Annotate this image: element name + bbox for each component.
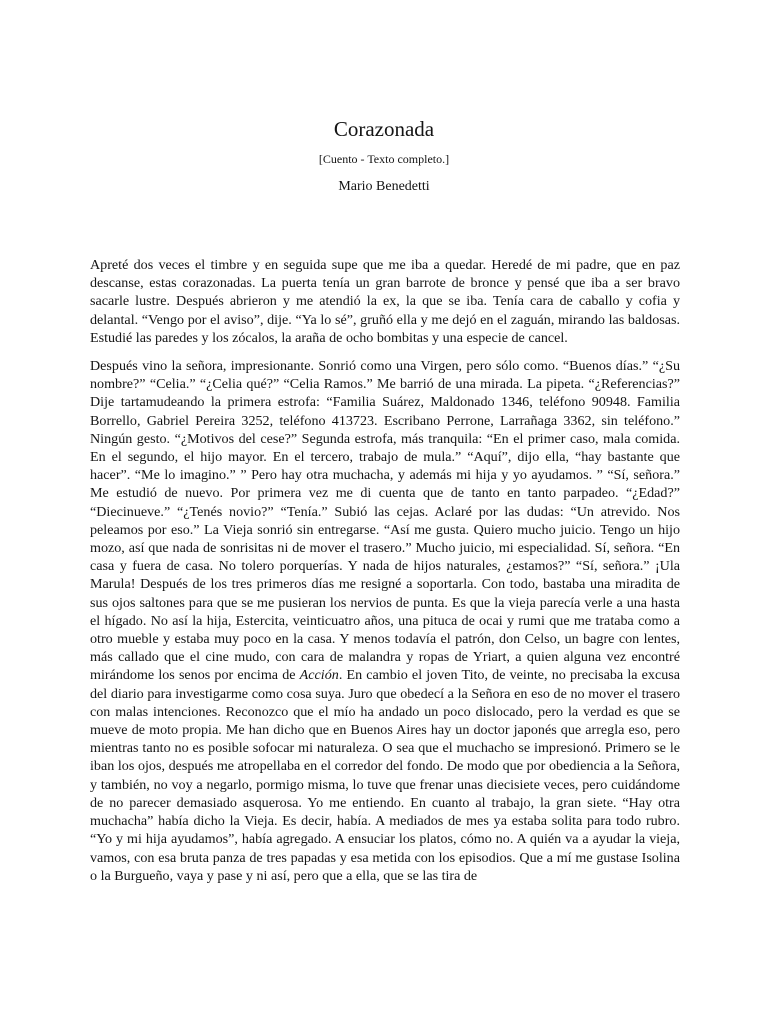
paragraph-2-part2: . En cambio el joven Tito, de veinte, no precisaba la excusa del diario para investigarme como cosa suya. Juro que obedecí a la Señora en eso de no mover el trasero con malas intenciones. Reconozco que el mío ha andado un poco dislocado, pero la verdad es que se mueve de moto propia. Me han dicho que en Buenos Aires hay un doctor japonés que arregla eso, pero mientras tanto no es posible sofocar mi naturaleza. O sea que el muchacho se impresionó. Primero se le iban los ojos, después me atropellaba en el corredor del fondo. De modo que por obediencia a la Señora, y también, no voy a negarlo, pormigo misma, lo tuve que frenar unas diecisiete veces, pero cuidándome de no parecer demasiado asquerosa. Yo me entiendo. En cuanto al trabajo, la gran siete. “Hay otra muchacha” había dicho la Vieja. Es decir, había. A mediados de mes ya estaba solita para todo rubro. “Yo y mi hija ayudamos”, había agregado. A ensuciar los platos, cómo no. A quién va a ayudar la vieja, vamos, con esa bruta panza de tres papadas y esa metida con los episodios. Que a mí me gustase Isolina o la Burgueño, vaya y pase y ni así, pero que a ella, que se las tira de [90,667,680,884]
story-body [90,256,680,895]
paragraph-2 [90,357,680,885]
document-author: Mario Benedetti [338,179,430,194]
paragraph-2-part1: Después vino la señora, impresionante. Sonrió como una Virgen, pero sólo como. “Buenos días.” “¿Su nombre?” “Celia.” “¿Celia qué?” “Celia Ramos.” Me barrió de una mirada. La pipeta. “¿Referencias?” Dije tartamudeando la primera estrofa: “Familia Suárez, Maldonado 1346, teléfono 90948. Familia Borrello, Gabriel Pereira 3252, teléfono 413723. Escribano Perrone, Larrañaga 3362, sin teléfono.” Ningún gesto. “¿Motivos del cese?” Segunda estrofa, más tranquila: “En el primer caso, mala comida. En el segundo, el hijo mayor. En el tercero, trabajo de mula.” “Aquí”, dijo ella, “hay bastante que hacer”. “Me lo imagino.” ” Pero hay otra muchacha, y además mi hija y yo ayudamos. ” “Sí, señora.” Me estudió de nuevo. Por primera vez me di cuenta que de tanto en tanto parpadeo. “¿Edad?” “Diecinueve.” “¿Tenés novio?” “Tenía.” Subió las cejas. Aclaré por las dudas: “Un atrevido. Nos peleamos por eso.” La Vieja sonrió sin entregarse. “Así me gusta. Quiero mucho juicio. Tengo un hijo mozo, así que nada de sonrisitas ni de mover el trasero.” Mucho juicio, mi especialidad. Sí, señora. “En casa y fuera de casa. No tolero porquerías. Y nada de hijos naturales, ¿estamos?” “Sí, señora.” ¡Ula Marula! Después de los tres primeros días me resigné a soportarla. Con todo, bastaba una miradita de sus ojos saltones para que se me pusieran los nervios de punta. Es que la vieja parecía verle a una hasta el hígado. No así la hija, Estercita, veinticuatro años, una pituca de ocai y rumi que me trataba como a otro mueble y estaba muy poco en la casa. Y menos todavía el patrón, don Celso, un bagre con lentes, más callado que el cine mudo, con cara de malandra y ropas de Yriart, a quien alguna vez encontré mirándome los senos por encima de [90,358,680,684]
document-title: Corazonada [333,117,435,141]
document-subtitle: [Cuento - Texto completo.] [318,152,450,166]
paragraph-1: Apreté dos veces el timbre y en seguida supe que me iba a quedar. Heredé de mi padre, que en paz descanse, estas corazonadas. La puerta tenía un gran barrote de bronce y pensé que iba a ser bravo sacarle lustre. Después abrieron y me atendió la ex, la que se iba. Tenía cara de caballo y cofia y delantal. “Vengo por el aviso”, dije. “Ya lo sé”, gruñó ella y me dejó en el zaguán, mirando las baldosas. Estudié las paredes y los zócalos, la araña de ocho bombitas y una especie de cancel. [90,257,680,346]
paragraph-2-italic: Acción [299,667,339,684]
